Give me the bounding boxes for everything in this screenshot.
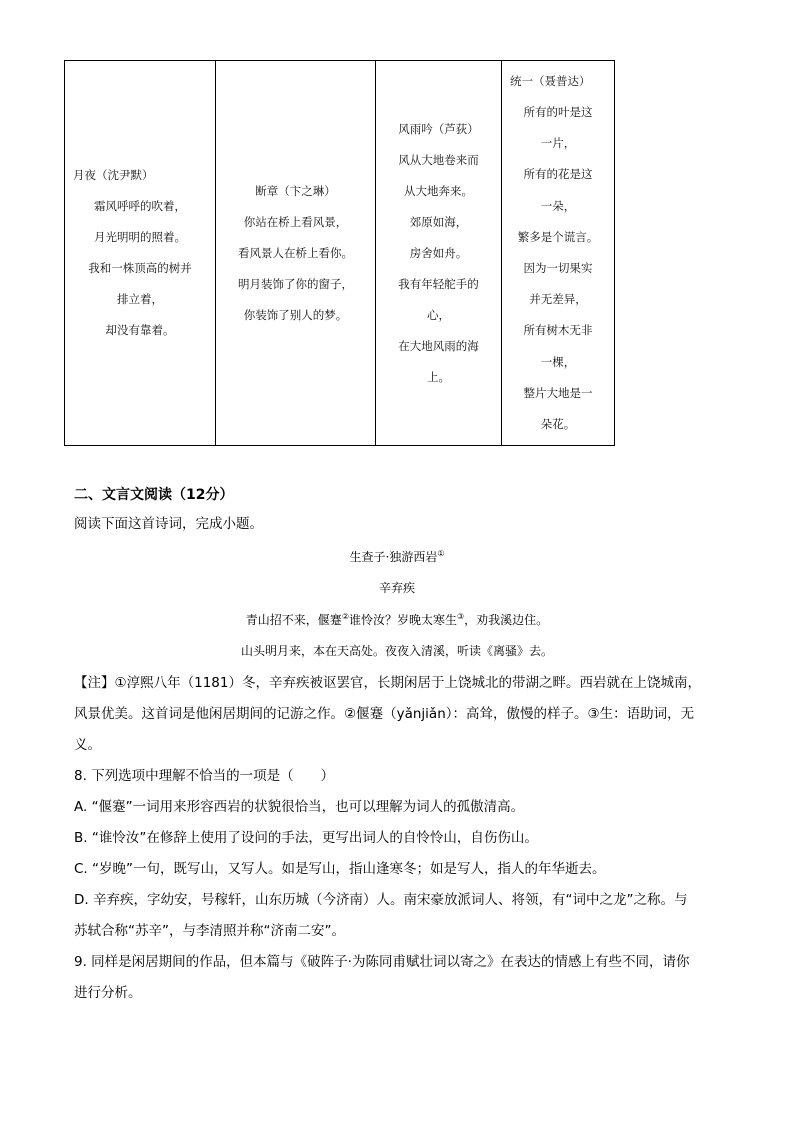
poem-author: 辛弃疾 (378, 581, 415, 595)
poem-title-note: ① (437, 549, 445, 558)
notes-line-1: 【注】①淳熙八年（1181）冬，辛弃疾被讴罢官，长期闲居于上饶城北的带湖之畔。西岩就在上饶城南， (74, 675, 701, 691)
table-cell-duanzhang (216, 61, 376, 446)
poem-line: 月光明明的照着。 (94, 230, 186, 244)
question-8-option-c: C. “岁晚”一句，既写山，又写人。如是写山，指山逢寒冬；如是写人，指人的年华逝去。 (74, 861, 606, 877)
poem-line: 并无差异， (529, 292, 587, 307)
poem-line-1 (0, 611, 794, 628)
poem-title (0, 548, 794, 565)
poem-note-ref-2: ② (341, 612, 349, 621)
poem-line: 繁多是个谎言。 (517, 229, 599, 244)
poem-line: 房舍如舟。 (409, 245, 468, 260)
poem-line: 在大地风雨的海 (398, 338, 479, 353)
question-8-option-b: B. “谁怜汝”在修辞上使用了设问的手法，更写出词人的自怜怜山，自伤伤山。 (74, 830, 538, 846)
question-8-option-d-line-2: 苏轼合称“苏辛”，与李清照并称“济南二安”。 (74, 923, 345, 939)
poem-line-2: 山头明月来，本在天高处。夜夜入清溪，听读《离骚》去。 (240, 644, 553, 658)
poem-comparison-table (64, 60, 615, 446)
poem-title: 月夜（沈尹默） (73, 168, 154, 182)
poem-line: 心， (427, 307, 450, 322)
question-8-option-d-line-1: D. 辛弃疾，字幼安，号稼轩，山东历城（今济南）人。南宋豪放派词人、将领，有“词中之龙”之称。与 (74, 892, 688, 908)
poem-line: 明月装饰了你的窗子， (238, 276, 353, 291)
poem-line: 所有的花是这 (523, 167, 593, 182)
poem-line: 整片大地是一 (523, 385, 593, 400)
poem-line: 从大地奔来。 (404, 183, 473, 198)
poem-line: 一朵， (540, 198, 576, 213)
section-instruction: 阅读下面这首诗词，完成小题。 (74, 516, 263, 532)
poem-title: 统一（聂普达） (510, 73, 591, 88)
question-9-line-1: 9. 同样是闲居期间的作品，但本篇与《破阵子·为陈同甫赋壮词以寄之》在表达的情感上有些不同，请你 (74, 954, 690, 970)
poem-line: 霜风呼呼的吹着， (94, 199, 186, 213)
table-cell-tongyi (502, 61, 615, 446)
poem-line: 上。 (427, 369, 450, 384)
poem-title-text: 生查子·独游西岩 (349, 550, 438, 564)
poem-line: 我和一株顶高的树并 (88, 261, 192, 275)
poem-line-1-part-a: 青山招不来，偃蹇 (245, 613, 342, 627)
poem-line: 郊原如海， (409, 214, 468, 229)
poem-title: 风雨吟（芦荻） (398, 121, 479, 136)
poem-line: 我有年轻舵手的 (398, 276, 479, 291)
poem-line-1-part-b: 谁怜汝？岁晚太寒生 (348, 613, 457, 627)
poem-line: 看风景人在桥上看你。 (238, 245, 353, 260)
question-9-line-2: 进行分析。 (74, 985, 142, 1001)
poem-note-ref-3: ③ (457, 612, 465, 621)
table-cell-yueye (65, 61, 216, 446)
question-8-option-a: A. “偃蹇”一词用来形容西岩的状貌很恰当，也可以理解为词人的孤傲清高。 (74, 799, 525, 815)
question-8-stem: 8. 下列选项中理解不恰当的一项是（ ） (74, 768, 335, 784)
poem-line: 你站在桥上看风景， (243, 214, 348, 229)
table-cell-fengyuyin (376, 61, 502, 446)
notes-line-2: 风景优美。这首词是他闲居期间的记游之作。②偃蹇（yǎnjiǎn）：高耸，傲慢的样子。③生：语助词，无 (74, 706, 695, 722)
poem-line: 却没有靠着。 (105, 323, 175, 337)
poem-line: 因为一切果实 (523, 261, 593, 275)
poem-line: 所有的叶是这 (523, 104, 593, 119)
poem-line: 排立着， (117, 292, 163, 306)
poem-title: 断章（卞之琳） (255, 183, 336, 198)
poem-line-1-part-c: ，劝我溪边住。 (464, 613, 549, 627)
poem-line: 一片， (540, 136, 576, 151)
poem-line: 所有树木无非 (523, 323, 593, 338)
notes-line-3: 义。 (74, 737, 101, 753)
poem-line: 一棵， (540, 354, 576, 369)
poem-line: 风从大地卷来而 (398, 152, 479, 167)
poem-line: 你装饰了别人的梦。 (243, 307, 348, 322)
section-title: 二、文言文阅读（12分） (74, 487, 234, 503)
poem-line: 朵花。 (540, 417, 576, 432)
